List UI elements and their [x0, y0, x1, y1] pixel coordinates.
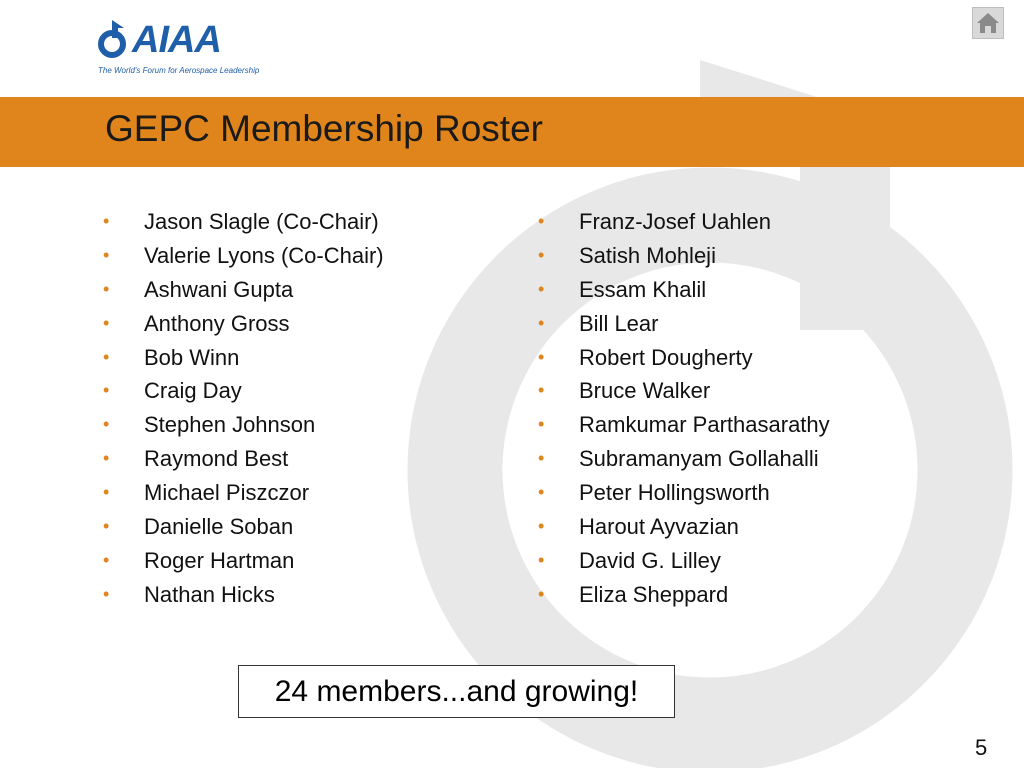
bullet-icon: •: [103, 482, 110, 503]
list-item: [103, 307, 384, 341]
list-item: [103, 544, 384, 578]
member-name: Jason Slagle (Co-Chair): [144, 209, 379, 234]
member-name: Harout Ayvazian: [579, 514, 739, 540]
list-item: [538, 578, 830, 612]
member-name: Valerie Lyons (Co-Chair): [144, 242, 384, 268]
member-name: Ramkumar Parthasarathy: [579, 412, 830, 438]
member-name: Peter Hollingsworth: [579, 480, 770, 506]
member-name: Raymond Best: [144, 446, 289, 472]
bullet-icon: •: [103, 211, 110, 231]
list-item: [538, 544, 830, 578]
list-item: [103, 408, 384, 442]
bullet-icon: •: [538, 278, 545, 299]
member-name: Bruce Walker: [579, 378, 711, 404]
home-icon: [973, 8, 1003, 38]
bullet-icon: •: [103, 380, 110, 401]
bullet-icon: •: [538, 448, 545, 469]
bullet-icon: •: [103, 312, 110, 333]
list-item: [103, 341, 384, 375]
member-name: Franz-Josef Uahlen: [579, 209, 771, 234]
member-name: Craig Day: [144, 378, 242, 404]
member-name: Eliza Sheppard: [579, 581, 729, 607]
list-item: [103, 578, 384, 612]
bullet-icon: •: [538, 244, 545, 265]
logo-tagline: The World's Forum for Aerospace Leadership: [98, 66, 260, 75]
bullet-icon: •: [103, 278, 110, 299]
home-button[interactable]: [972, 7, 1004, 39]
list-item: [538, 408, 830, 442]
logo-wordmark: AIAA: [132, 19, 221, 61]
roster-column-left: [103, 205, 384, 612]
title-bar: [0, 97, 1024, 167]
aiaa-swirl-logo-icon: [96, 20, 132, 60]
bullet-icon: •: [538, 414, 545, 435]
aiaa-logo: [96, 18, 260, 82]
bullet-icon: •: [538, 583, 545, 604]
bullet-icon: •: [538, 346, 545, 367]
member-name: Anthony Gross: [144, 310, 290, 336]
member-name: Subramanyam Gollahalli: [579, 446, 819, 472]
bullet-icon: •: [103, 414, 110, 435]
member-name: Stephen Johnson: [144, 412, 316, 438]
list-item: [538, 307, 830, 341]
bullet-icon: •: [103, 448, 110, 469]
bullet-icon: •: [538, 549, 545, 570]
list-item: [103, 205, 384, 239]
list-item: [103, 374, 384, 408]
list-item: [538, 341, 830, 375]
list-item: [538, 476, 830, 510]
bullet-icon: •: [103, 516, 110, 537]
bullet-icon: •: [103, 244, 110, 265]
member-name: Bill Lear: [579, 310, 659, 336]
member-name: Nathan Hicks: [144, 581, 275, 607]
bullet-icon: •: [538, 482, 545, 503]
roster-column-right: [538, 205, 830, 612]
member-name: Satish Mohleji: [579, 242, 716, 268]
bullet-icon: •: [103, 583, 110, 604]
list-item: [103, 476, 384, 510]
list-item: [103, 510, 384, 544]
list-item: [103, 239, 384, 273]
member-name: Bob Winn: [144, 344, 240, 370]
list-item: [103, 442, 384, 476]
list-item: [103, 273, 384, 307]
list-item: [538, 239, 830, 273]
member-name: Michael Piszczor: [144, 480, 310, 506]
member-name: Ashwani Gupta: [144, 276, 294, 302]
list-item: [538, 205, 830, 239]
bullet-icon: •: [538, 380, 545, 401]
member-name: Essam Khalil: [579, 276, 707, 302]
list-item: [538, 510, 830, 544]
member-name: Danielle Soban: [144, 514, 294, 540]
member-name: Roger Hartman: [144, 547, 295, 573]
bullet-icon: •: [103, 346, 110, 367]
member-name: David G. Lilley: [579, 547, 721, 573]
bullet-icon: •: [103, 549, 110, 570]
bullet-icon: •: [538, 211, 545, 231]
page-number: 5: [975, 735, 988, 760]
member-count-callout: 24 members...and growing!: [238, 665, 675, 718]
list-item: [538, 374, 830, 408]
list-item: [538, 442, 830, 476]
page-title: GEPC Membership Roster: [105, 108, 543, 149]
bullet-icon: •: [538, 516, 545, 537]
list-item: [538, 273, 830, 307]
member-name: Robert Dougherty: [579, 344, 753, 370]
bullet-icon: •: [538, 312, 545, 333]
